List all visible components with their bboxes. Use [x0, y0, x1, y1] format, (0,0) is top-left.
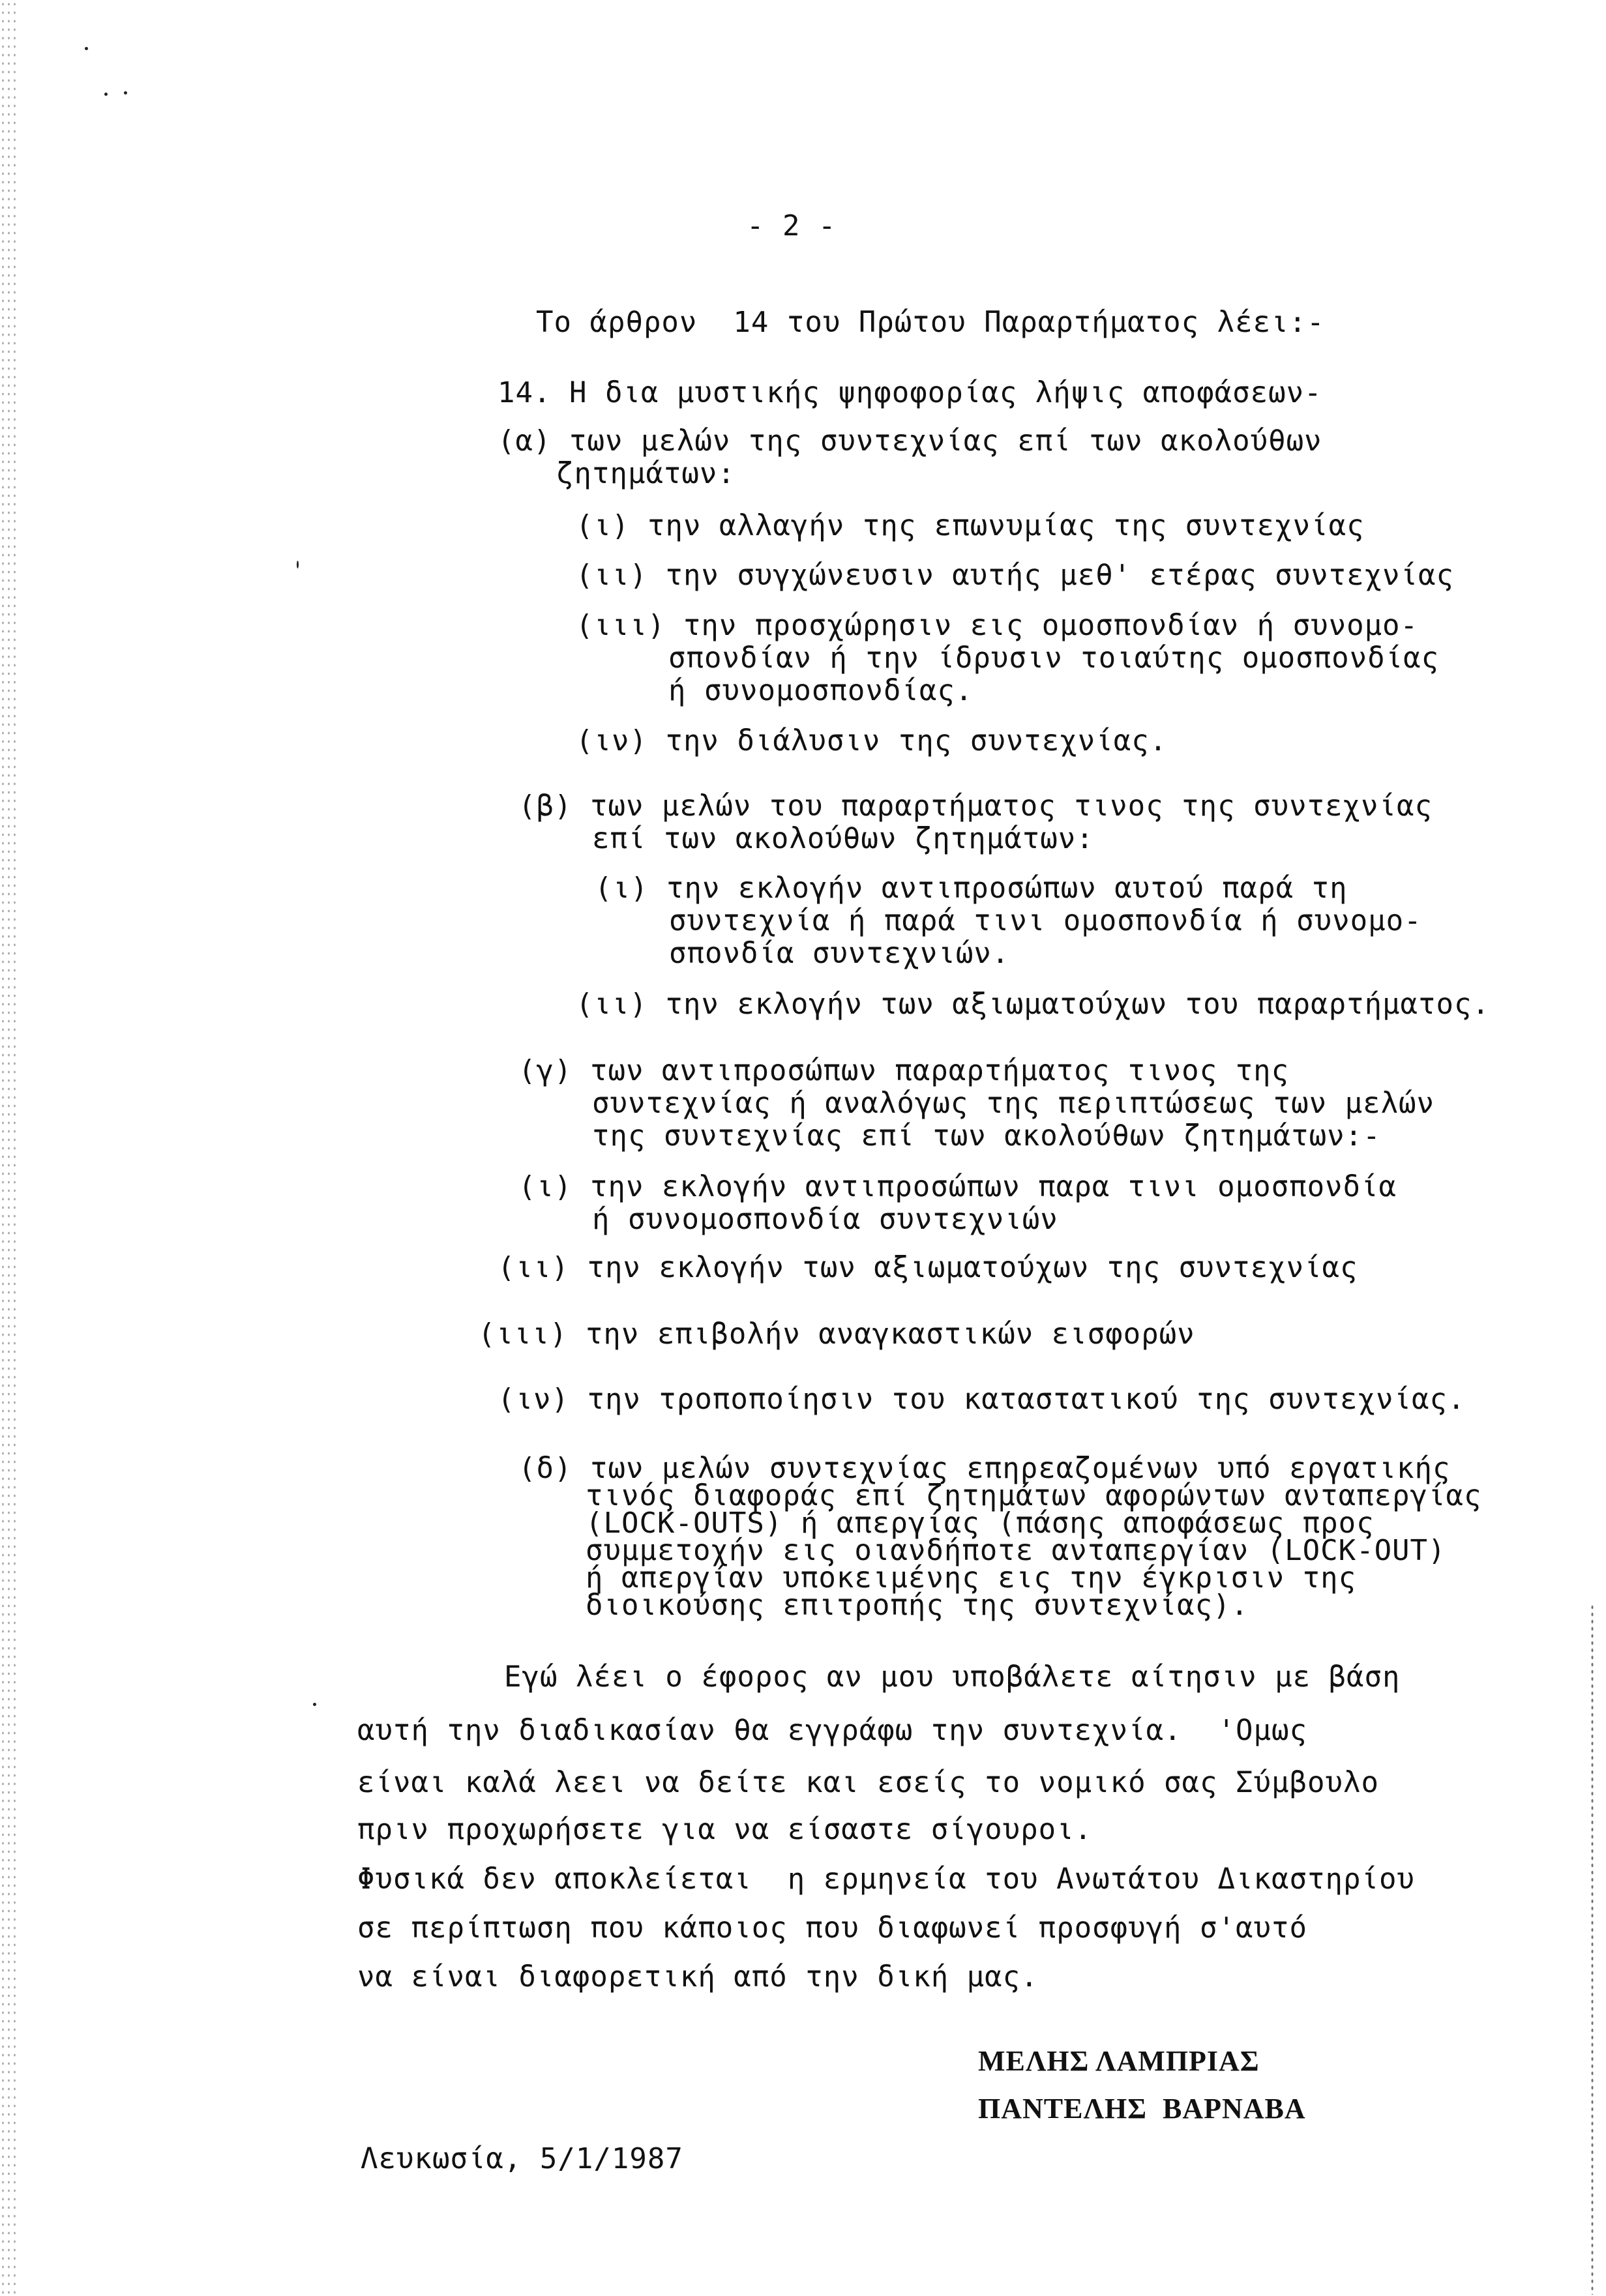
gamma-item-i-line-2: ή συνομοσπονδία συντεχνιών [592, 1203, 1058, 1236]
scan-speck [85, 47, 88, 50]
delta-line-2: τινός διαφοράς επί ζητημάτων αφορώντων ανταπεργίας [586, 1479, 1482, 1512]
article-14-heading: 14. Η δια μυστικής ψηφοφορίας λήψις αποφάσεων- [498, 376, 1322, 409]
gamma-line-1: (γ) των αντιπροσώπων παραρτήματος τινος της [518, 1054, 1290, 1087]
delta-line-3: (LOCK-OUTS) ή απεργίας (πάσης αποφάσεως προς [586, 1507, 1375, 1540]
alpha-item-ii: (ιι) την συγχώνευσιν αυτής μεθ' ετέρας συντεχνίας [576, 559, 1455, 592]
closing-line-7: να είναι διαφορετική από την δική μας. [357, 1960, 1039, 1994]
alpha-item-iv: (ιν) την διάλυσιν της συντεχνίας. [576, 724, 1168, 758]
delta-line-4: συμμετοχήν εις οιανδήποτε ανταπεργίαν (LOCK-OUT) [586, 1534, 1446, 1567]
gamma-line-3: της συντεχνίας επί των ακολούθων ζητημάτων:- [592, 1119, 1381, 1153]
scan-speck [104, 93, 108, 96]
beta-item-i-line-1: (ι) την εκλογήν αντιπροσώπων αυτού παρά τη [595, 872, 1348, 905]
scan-speck [124, 91, 127, 95]
intro-line: Το άρθρον 14 του Πρώτου Παραρτήματος λέει:- [536, 306, 1325, 339]
beta-item-ii: (ιι) την εκλογήν των αξιωματούχων του παραρτήματος. [576, 988, 1491, 1021]
place-date: Λευκωσία, 5/1/1987 [361, 2142, 683, 2175]
closing-line-1: Εγώ λέει ο έφορος αν μου υποβάλετε αίτησιν με βάση [504, 1660, 1401, 1694]
gamma-line-2: συντεχνίας ή αναλόγως της περιπτώσεως των μελών [592, 1087, 1435, 1120]
closing-line-4: πριν προχωρήσετε για να είσαστε σίγουροι. [357, 1813, 1093, 1846]
alpha-item-iii-line-1: (ιιι) την προσχώρησιν εις ομοσπονδίαν ή συνομο- [576, 609, 1419, 642]
gamma-item-iii: (ιιι) την επιβολήν αναγκαστικών εισφορών [478, 1317, 1195, 1351]
gamma-item-i-line-1: (ι) την εκλογήν αντιπροσώπων παρα τινι ομοσπονδία [518, 1170, 1397, 1203]
scan-speck [297, 561, 299, 568]
closing-line-6: σε περίπτωση που κάποιος που διαφωνεί προσφυγή σ'αυτό [357, 1911, 1307, 1945]
delta-line-6: διοικούσης επιτροπής της συντεχνίας). [586, 1589, 1249, 1622]
signature-2: ΠΑΝΤΕΛΗΣ ΒΑΡΝΑΒΑ [978, 2093, 1306, 2125]
closing-line-5: Φυσικά δεν αποκλείεται η ερμηνεία του Ανωτάτου Δικαστηρίου [357, 1862, 1415, 1896]
alpha-line-1: (α) των μελών της συντεχνίας επί των ακολούθων [498, 424, 1322, 458]
scan-edge-right [1590, 1604, 1594, 2295]
beta-line-2: επί των ακολούθων ζητημάτων: [592, 822, 1094, 855]
scan-edge-left [0, 0, 16, 2296]
delta-line-5: ή απεργίαν υποκειμένης εις την έγκρισιν της [586, 1561, 1357, 1595]
closing-line-3: είναι καλά λεει να δείτε και εσείς το νομικό σας Σύμβουλο [357, 1766, 1379, 1799]
closing-line-2: αυτή την διαδικασίαν θα εγγράφω την συντεχνία. 'Ομως [357, 1714, 1307, 1747]
delta-line-1: (δ) των μελών συντεχνίας επηρεαζομένων υπό εργατικής [518, 1452, 1451, 1485]
alpha-item-iii-line-2: σπονδίαν ή την ίδρυσιν τοιαύτης ομοσπονδίας [668, 641, 1440, 675]
beta-item-i-line-2: συντεχνία ή παρά τινι ομοσπονδία ή συνομο- [669, 904, 1422, 937]
scan-speck [313, 1703, 316, 1706]
alpha-item-i: (ι) την αλλαγήν της επωνυμίας της συντεχνίας [576, 509, 1365, 542]
gamma-item-iv: (ιν) την τροποποίησιν του καταστατικού της συντεχνίας. [498, 1383, 1466, 1416]
signature-1: ΜΕΛΗΣ ΛΑΜΠΡΙΑΣ [978, 2045, 1260, 2077]
gamma-item-ii: (ιι) την εκλογήν των αξιωματούχων της συντεχνίας [498, 1251, 1358, 1284]
page-number: - 2 - [747, 209, 837, 243]
alpha-line-2: ζητημάτων: [556, 457, 736, 490]
beta-item-i-line-3: σπονδία συντεχνιών. [669, 937, 1010, 970]
alpha-item-iii-line-3: ή συνομοσπονδίας. [668, 674, 974, 707]
beta-line-1: (β) των μελών του παραρτήματος τινος της συντεχνίας [518, 789, 1433, 823]
